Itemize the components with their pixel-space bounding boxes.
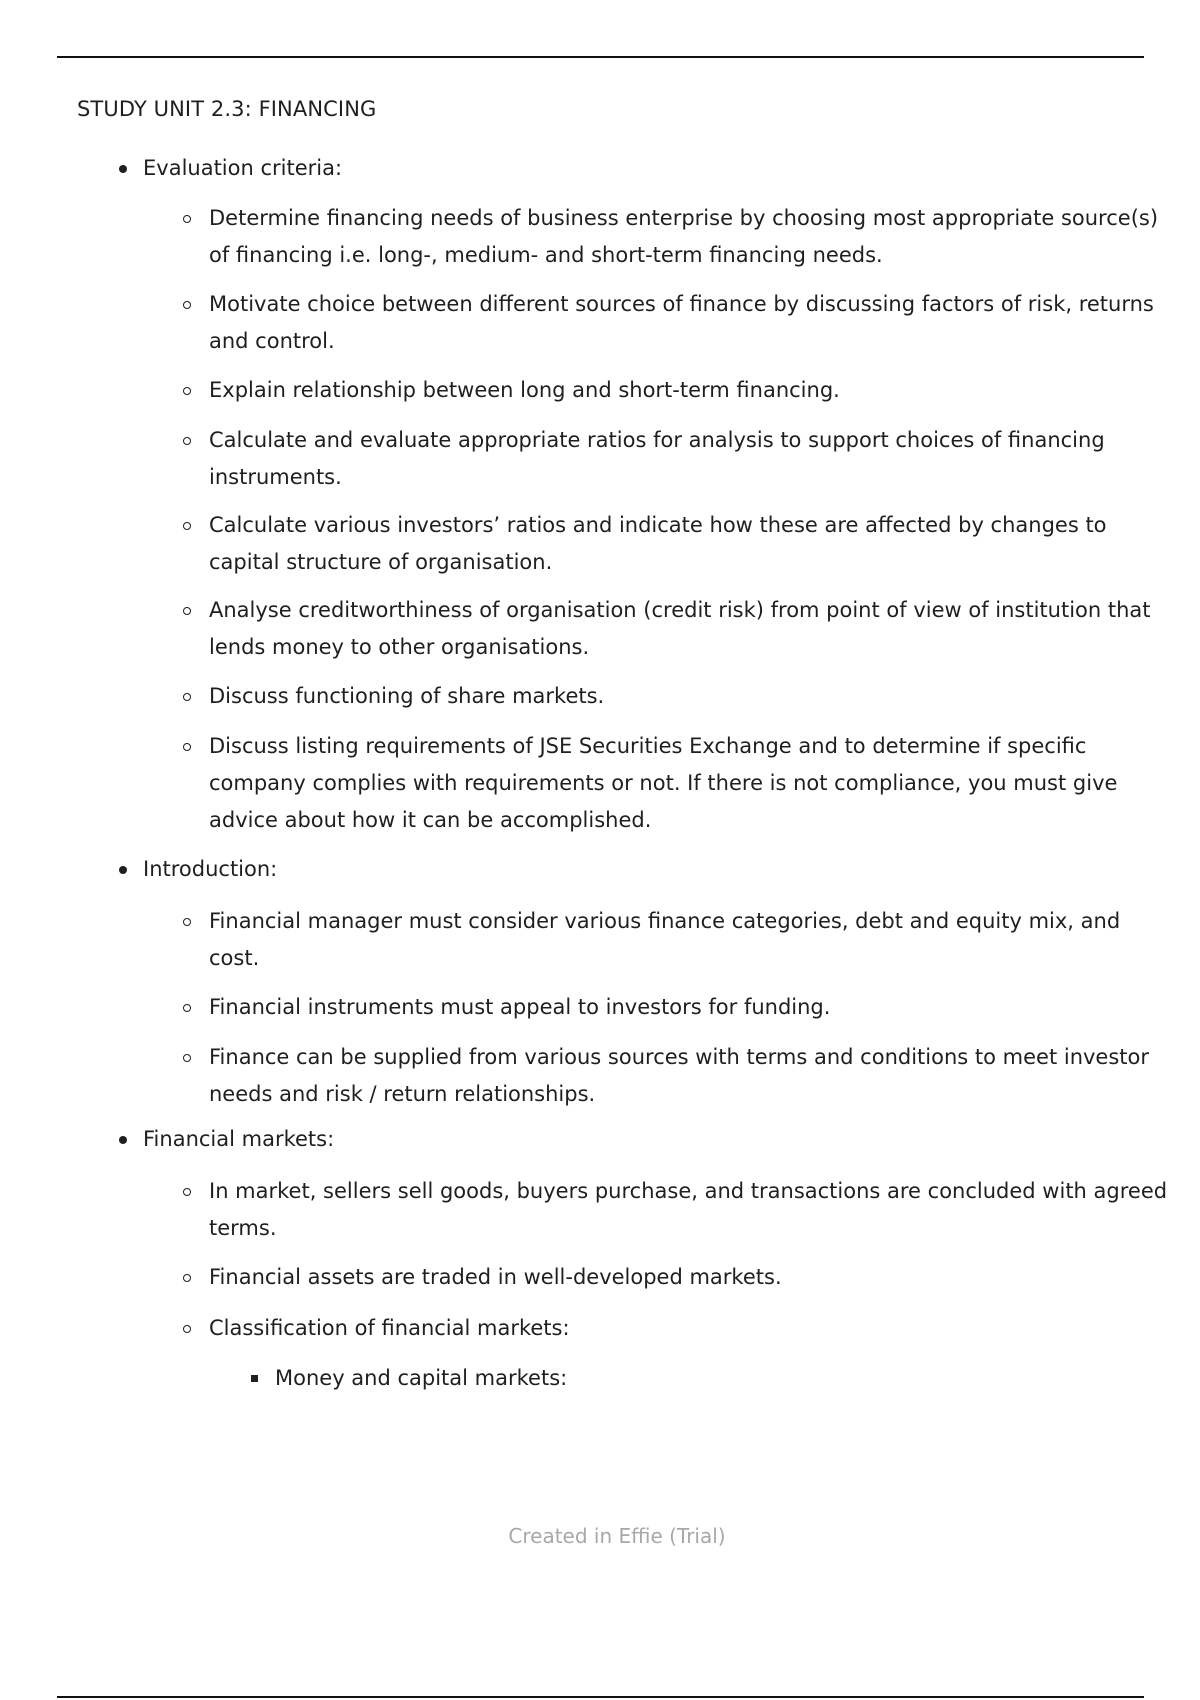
top-rule (57, 56, 1144, 58)
list-item-line: company complies with requirements or not. If there is not compliance, you must give (209, 771, 1118, 795)
list-item-line: Classification of financial markets: (209, 1316, 570, 1340)
list-item-line: In market, sellers sell goods, buyers purchase, and transactions are concluded with agreed (209, 1179, 1168, 1203)
list-item-line: instruments. (209, 465, 342, 489)
list-item-line: and control. (209, 329, 335, 353)
list-item-line: Analyse creditworthiness of organisation (credit risk) from point of view of institution that (209, 598, 1151, 622)
bottom-rule (57, 1696, 1144, 1698)
bullet-circle-icon (183, 387, 191, 395)
list-item-line: capital structure of organisation. (209, 550, 553, 574)
bullet-square-icon (251, 1375, 258, 1382)
watermark-footer: Created in Effie (Trial) (508, 1524, 726, 1548)
section-heading: Introduction: (143, 857, 278, 881)
list-item-line: Calculate various investors’ ratios and indicate how these are affected by changes to (209, 513, 1107, 537)
list-item-line: Motivate choice between different sources of finance by discussing factors of risk, returns (209, 292, 1154, 316)
bullet-circle-icon (183, 693, 191, 701)
list-item-line: of financing i.e. long-, medium- and short-term financing needs. (209, 243, 883, 267)
list-item-line: Financial instruments must appeal to investors for funding. (209, 995, 831, 1019)
bullet-circle-icon (183, 1054, 191, 1062)
bullet-disc-icon (119, 866, 127, 874)
list-item-line: lends money to other organisations. (209, 635, 590, 659)
bullet-circle-icon (183, 215, 191, 223)
bullet-circle-icon (183, 743, 191, 751)
section-heading: Evaluation criteria: (143, 156, 343, 180)
bullet-disc-icon (119, 165, 127, 173)
bullet-circle-icon (183, 1274, 191, 1282)
bullet-circle-icon (183, 522, 191, 530)
list-item-line: Discuss functioning of share markets. (209, 684, 605, 708)
list-item-line: Calculate and evaluate appropriate ratios for analysis to support choices of financing (209, 428, 1105, 452)
list-item-line: Determine financing needs of business enterprise by choosing most appropriate source(s) (209, 206, 1159, 230)
bullet-circle-icon (183, 1188, 191, 1196)
list-item-line: Finance can be supplied from various sources with terms and conditions to meet investor (209, 1045, 1150, 1069)
bullet-circle-icon (183, 1325, 191, 1333)
sub-list-item: Money and capital markets: (275, 1366, 568, 1390)
list-item-line: Financial manager must consider various finance categories, debt and equity mix, and (209, 909, 1121, 933)
bullet-circle-icon (183, 1004, 191, 1012)
bullet-disc-icon (119, 1136, 127, 1144)
bullet-circle-icon (183, 437, 191, 445)
page-title: STUDY UNIT 2.3: FINANCING (77, 97, 377, 121)
list-item-line: Explain relationship between long and short-term financing. (209, 378, 840, 402)
section-heading: Financial markets: (143, 1127, 335, 1151)
list-item-line: terms. (209, 1216, 277, 1240)
list-item-line: needs and risk / return relationships. (209, 1082, 596, 1106)
bullet-circle-icon (183, 301, 191, 309)
bullet-circle-icon (183, 607, 191, 615)
bullet-circle-icon (183, 918, 191, 926)
list-item-line: Discuss listing requirements of JSE Securities Exchange and to determine if specific (209, 734, 1087, 758)
list-item-line: advice about how it can be accomplished. (209, 808, 652, 832)
list-item-line: cost. (209, 946, 260, 970)
list-item-line: Financial assets are traded in well-developed markets. (209, 1265, 782, 1289)
